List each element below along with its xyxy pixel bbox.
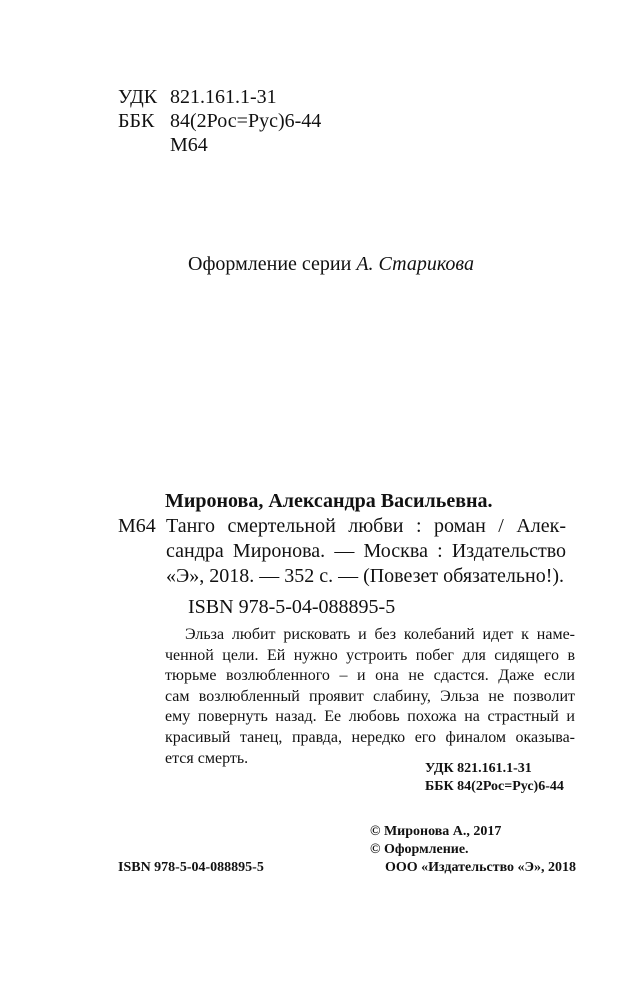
bib-line: «Э», 2018. — 352 с. — (Повезет обязательно!). [166,565,565,587]
copyright-publisher: ООО «Издательство «Э», 2018 [385,860,577,875]
annotation-line: ему повернуть назад. Ее любовь похожа на страстный и [165,708,575,726]
annotation-line: сам возлюбленный проявит слабину, Эльза не позволит [165,687,575,705]
bib-author: Миронова, Александра Васильевна. [165,490,493,512]
annotation-line: тюрьме возлюбленного – и она не сдастся. Даже если [165,667,575,685]
bottom-isbn: ISBN 978-5-04-088895-5 [118,860,264,875]
footer-udk: УДК 821.161.1-31 [425,761,532,776]
bbk-label: ББК [118,110,155,132]
udk-line [118,85,277,109]
bbk-line [118,109,321,133]
bib-isbn: ISBN 978-5-04-088895-5 [188,596,396,618]
bib-line: Танго смертельной любви : роман / Алек- [166,515,566,537]
designer-name: А. Старикова [356,253,474,275]
udk-label: УДК [118,86,158,108]
bib-author-mark: М64 [118,515,156,537]
footer-bbk: ББК 84(2Рос=Рус)6-44 [425,779,564,794]
design-prefix: Оформление серии [188,253,352,275]
author-mark-top: М64 [170,134,208,156]
bib-line: сандра Миронова. — Москва : Издательство [166,540,566,562]
udk-value: 821.161.1-31 [170,86,277,108]
copyright-design: © Оформление. [370,842,469,857]
copyright-author: © Миронова А., 2017 [370,824,502,839]
bib-description [166,514,566,589]
annotation-line: ется смерть. [165,749,249,767]
annotation-line: ченной цели. Ей нужно устроить побег для сидящего в [165,646,575,664]
series-design-credit [188,253,474,276]
annotation-line: Эльза любит рисковать и без колебаний идет к наме- [185,626,575,643]
annotation-line: красивый танец, правда, нередко его финалом оказыва- [165,728,575,746]
annotation [165,625,575,769]
bbk-value: 84(2Рос=Рус)6-44 [170,110,322,132]
